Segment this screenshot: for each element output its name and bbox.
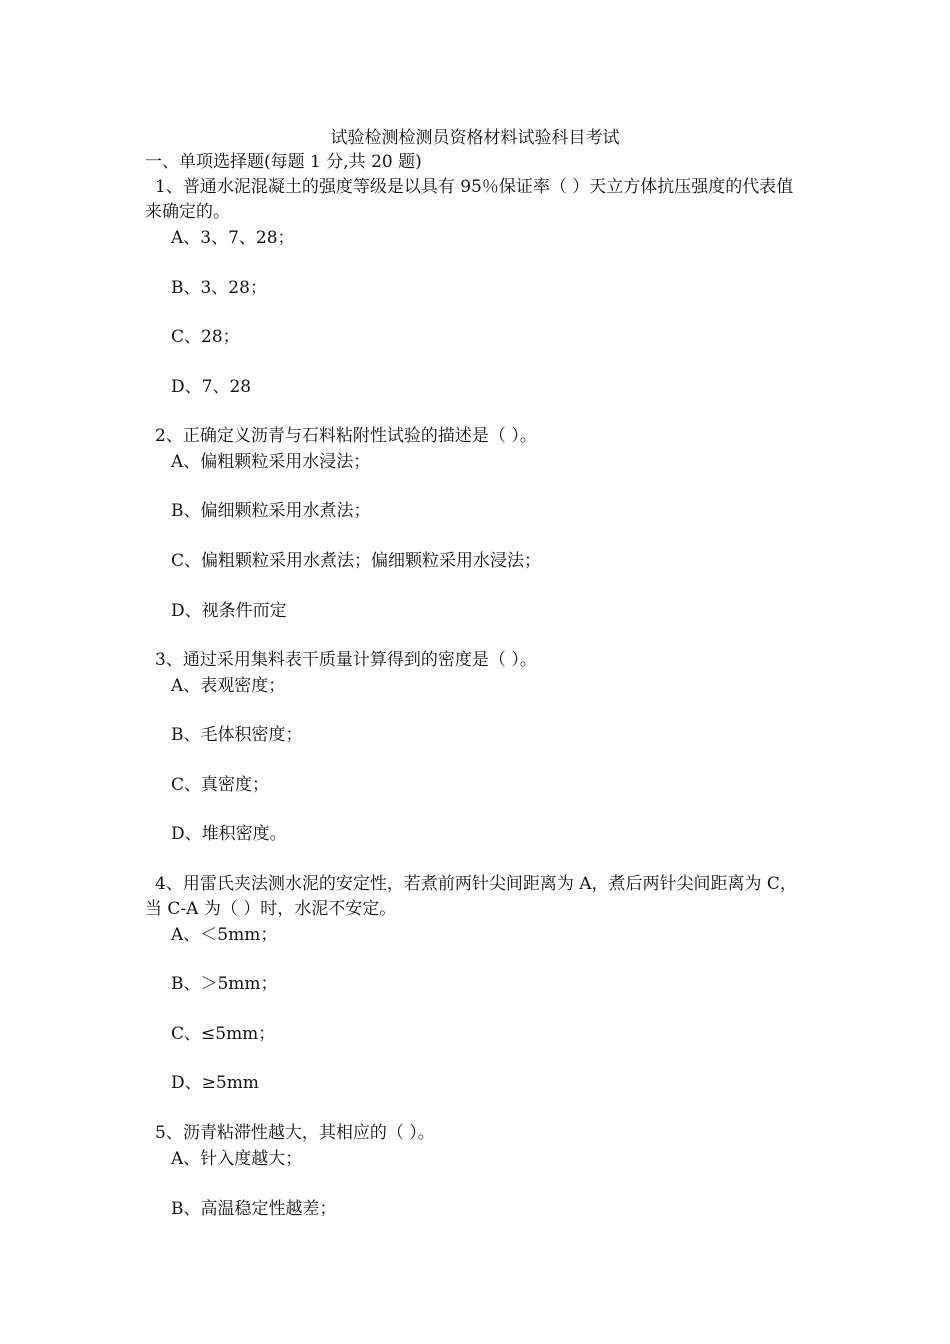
question-option: A、＜5mm；	[171, 925, 278, 945]
question-stem: 4、用雷氏夹法测水泥的安定性，若煮前两针尖间距离为 A，煮后两针尖间距离为 C，当 C-A 为（ ）时，水泥不安定。	[145, 874, 797, 919]
question-stem: 5、沥青粘滞性越大，其相应的（ ）。	[155, 1123, 435, 1143]
question-stem: 2、正确定义沥青与石料粘附性试验的描述是（ ）。	[155, 426, 537, 446]
question-option: B、毛体积密度；	[171, 725, 303, 745]
question-option: A、表观密度；	[171, 676, 286, 696]
question-option: D、7、28	[171, 377, 252, 397]
question-option: B、高温稳定性越差；	[171, 1199, 337, 1219]
section-heading: 一、单项选择题(每题 1 分,共 20 题)	[145, 152, 422, 172]
question-stem: 1、普通水泥混凝土的强度等级是以具有 95％保证率（ ）天立方体抗压强度的代表值来确定的。	[145, 177, 794, 222]
question-option: C、偏粗颗粒采用水煮法；偏细颗粒采用水浸法；	[171, 551, 542, 571]
question-option: C、≤5mm；	[171, 1024, 276, 1044]
question-option: D、堆积密度。	[171, 824, 287, 844]
question-option: A、3、7、28；	[171, 228, 295, 248]
question-option: B、偏细颗粒采用水煮法；	[171, 501, 371, 521]
question-option: C、真密度；	[171, 775, 270, 795]
question-option: D、≥5mm	[171, 1073, 259, 1093]
question-option: A、针入度越大；	[171, 1149, 303, 1169]
question-stem: 3、通过采用集料表干质量计算得到的密度是（ ）。	[155, 650, 537, 670]
question-option: C、28；	[171, 327, 240, 347]
question-option: A、偏粗颗粒采用水浸法；	[171, 452, 371, 472]
question-option: B、＞5mm；	[171, 974, 278, 994]
question-option: B、3、28；	[171, 278, 267, 298]
document-title: 试验检测检测员资格材料试验科目考试	[330, 128, 620, 148]
question-option: D、视条件而定	[171, 601, 287, 621]
